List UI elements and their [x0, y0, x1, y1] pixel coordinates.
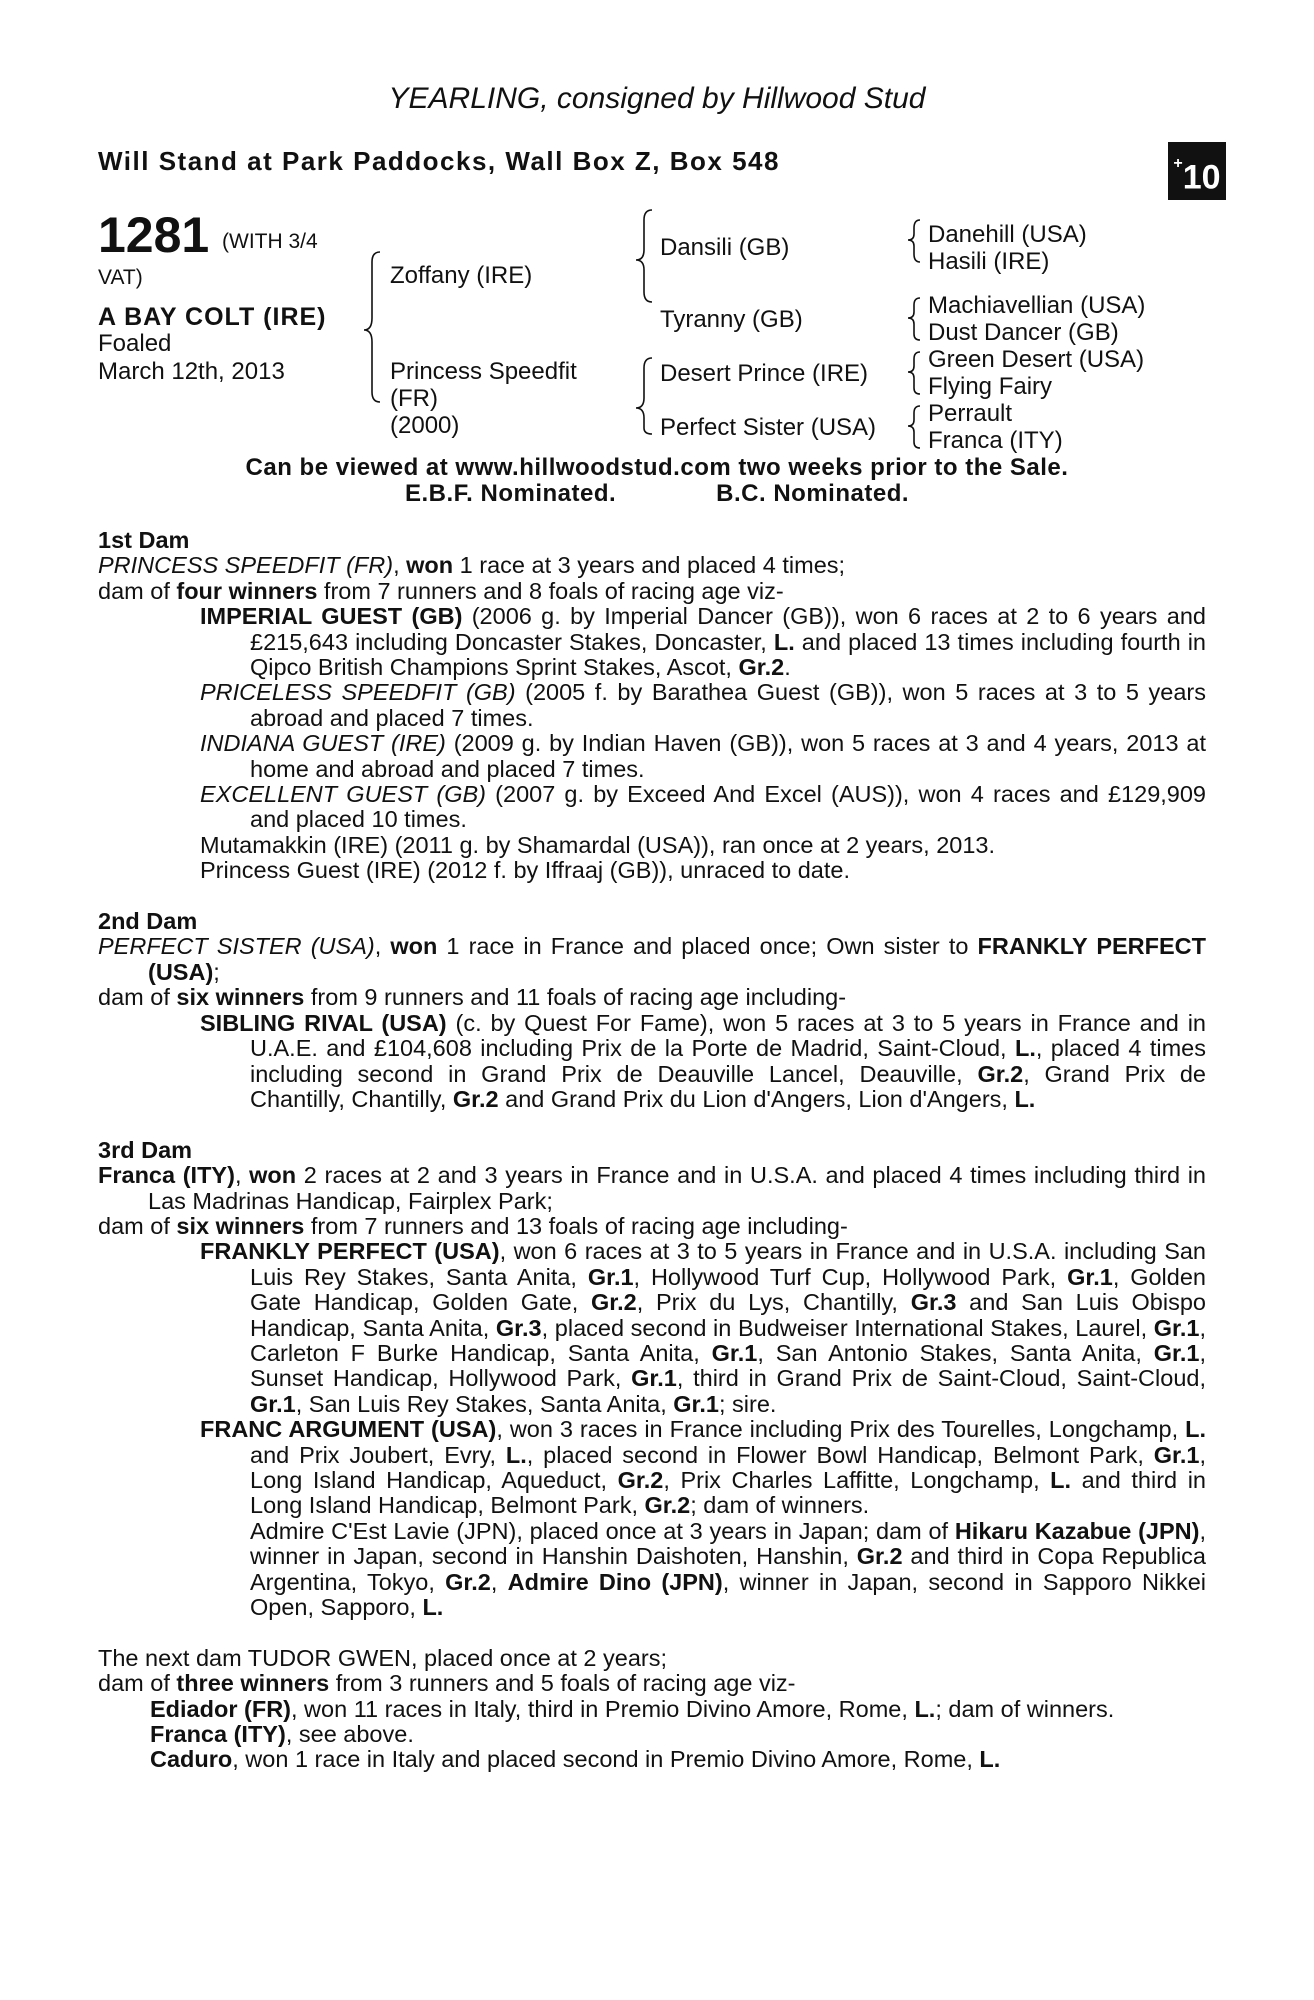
ped-dam [390, 358, 577, 439]
badge-number: 10 [1182, 158, 1221, 197]
bc-nominated: B.C. Nominated. [716, 480, 910, 507]
dam1-line1: PRINCESS SPEEDFIT (FR), won 1 race at 3 years and placed 4 times; [98, 552, 846, 579]
ped-sss: Danehill (USA) [928, 221, 1087, 248]
brace-dd [908, 406, 920, 448]
dam2-line2: dam of six winners from 9 runners and 11 foals of racing age including- [98, 984, 847, 1011]
dam2-heading: 2nd Dam [98, 908, 198, 935]
ped-dds: Perrault [928, 400, 1013, 427]
nominations [0, 480, 1314, 508]
ped-sire-sire: Dansili (GB) [660, 234, 790, 261]
brace-ds [908, 352, 920, 394]
ped-dam-sire: Desert Prince (IRE) [660, 360, 869, 387]
ped-sdd: Dust Dancer (GB) [928, 319, 1119, 346]
ped-ddd: Franca (ITY) [928, 427, 1063, 454]
brace-sire [636, 210, 652, 302]
ped-dss: Green Desert (USA) [928, 346, 1145, 373]
dam1-heading: 1st Dam [98, 527, 190, 553]
dam3-line2: dam of six winners from 7 runners and 13 foals of racing age including- [98, 1212, 848, 1239]
brace-dam [636, 358, 652, 434]
dam1-offspring-5: Mutamakkin (IRE) (2011 g. by Shamardal (USA)), ran once at 2 years, 2013. [200, 831, 995, 858]
ped-dam-dam: Perfect Sister (USA) [660, 414, 877, 441]
pedigree-braces [0, 0, 1314, 460]
ebf-nominated: E.B.F. Nominated. [404, 480, 617, 507]
lot-number: 1281 [98, 207, 210, 263]
page-header: YEARLING, consigned by Hillwood Stud [388, 82, 926, 115]
dam3-heading: 3rd Dam [98, 1136, 193, 1163]
next-dam-offspring-1: Ediador (FR), won 11 races in Italy, third in Premio Divino Amore, Rome, L.; dam of winners. [150, 1695, 1115, 1722]
dam1-offspring-2: PRICELESS SPEEDFIT (GB) (2005 f. by Barathea Guest (GB)), won 5 races at 3 to 5 years abroad and placed 7 times. [200, 679, 1206, 731]
dam3-offspring-2: FRANC ARGUMENT (USA), won 3 races in France including Prix des Tourelles, Longchamp, L. and Prix Joubert, Evry, L., placed second in Flower Bowl Handicap, Belmont Park, Gr.1, Long Island Handicap, Aqueduct, Gr.2, Prix Charles Laffitte, Longchamp, L. and third in Long Island Handicap, Belmont Park, Gr.2; dam of winners. [200, 1416, 1206, 1519]
next-dam-offspring-2: Franca (ITY), see above. [150, 1721, 414, 1748]
dam1-offspring-6: Princess Guest (IRE) (2012 f. by Iffraaj (GB)), unraced to date. [200, 857, 851, 884]
dam1-line2: dam of four winners from 7 runners and 8 foals of racing age viz- [98, 577, 784, 604]
brace-ss [908, 220, 920, 262]
brace-gen1 [364, 252, 380, 402]
ped-dam-l1: Princess Speedfit [390, 358, 577, 385]
vat-note-a: (WITH 3/4 [222, 230, 318, 253]
ped-sire: Zoffany (IRE) [390, 262, 533, 289]
vat-note-b: VAT) [98, 266, 143, 289]
next-dam-line1: The next dam TUDOR GWEN, placed once at 2 years; [98, 1644, 668, 1671]
brace-sd [908, 298, 920, 340]
ped-sire-dam: Tyranny (GB) [660, 306, 803, 333]
dam2-line1: PERFECT SISTER (USA), won 1 race in France and placed once; Own sister to FRANKLY PERFECT (USA); [98, 933, 1206, 985]
badge-plus: + [1173, 155, 1183, 172]
ped-dsd: Flying Fairy [928, 373, 1053, 400]
foaled-date: March 12th, 2013 [98, 358, 285, 385]
lot-title: A BAY COLT (IRE) [98, 303, 327, 331]
dam1-offspring-4: EXCELLENT GUEST (GB) (2007 g. by Exceed And Excel (AUS)), won 4 races and £129,909 and placed 10 times. [200, 781, 1206, 833]
ped-ssd: Hasili (IRE) [928, 248, 1050, 275]
foaled-label: Foaled [98, 330, 172, 357]
next-dam-line2: dam of three winners from 3 runners and 5 foals of racing age viz- [98, 1670, 796, 1697]
next-dam-offspring-3: Caduro, won 1 race in Italy and placed second in Premio Divino Amore, Rome, L. [150, 1746, 1001, 1773]
dam3-granddaughter: Admire C'Est Lavie (JPN), placed once at 3 years in Japan; dam of Hikaru Kazabue (JPN), winner in Japan, second in Hanshin Daishoten, Hanshin, Gr.2 and third in Copa Republica Argentina, Tokyo, Gr.2, Admire Dino (JPN), winner in Japan, second in Sapporo Nikkei Open, Sapporo, L. [250, 1517, 1206, 1621]
ped-dam-l2: (FR) [390, 385, 438, 412]
dam1-offspring-1: IMPERIAL GUEST (GB) (2006 g. by Imperial Dancer (GB)), won 6 races at 2 to 6 years and £215,643 including Doncaster Stakes, Doncaster, L. and placed 13 times including fourth in Qipco British Champions Sprint Stakes, Ascot, Gr.2. [200, 603, 1207, 681]
viewing-note: Can be viewed at www.hillwoodstud.com two weeks prior to the Sale. [245, 454, 1069, 481]
ped-sds: Machiavellian (USA) [928, 292, 1146, 319]
dam3-line1: Franca (ITY), won 2 races at 2 and 3 years in France and in U.S.A. and placed 4 times including third in Las Madrinas Handicap, Fairplex Park; [98, 1162, 1206, 1214]
dam2-offspring-1: SIBLING RIVAL (USA) (c. by Quest For Fame), won 5 races at 3 to 5 years in France and in U.A.E. and £104,608 including Prix de la Porte de Madrid, Saint-Cloud, L., placed 4 times including second in Grand Prix de Deauville Lancel, Deauville, Gr.2, Grand Prix de Chantilly, Chantilly, Gr.2 and Grand Prix du Lion d'Angers, Lion d'Angers, L. [200, 1009, 1206, 1112]
ped-dam-l3: (2000) [390, 412, 460, 439]
stand-location: Will Stand at Park Paddocks, Wall Box Z, Box 548 [98, 146, 780, 176]
catalogue-body [98, 528, 1206, 1773]
dam3-offspring-1: FRANKLY PERFECT (USA), won 6 races at 3 to 5 years in France and in U.S.A. including San Luis Rey Stakes, Santa Anita, Gr.1, Hollywood Turf Cup, Hollywood Park, Gr.1, Golden Gate Handicap, Golden Gate, Gr.2, Prix du Lys, Chantilly, Gr.3 and San Luis Obispo Handicap, Santa Anita, Gr.3, placed second in Budweiser International Stakes, Laurel, Gr.1, Carleton F Burke Handicap, Santa Anita, Gr.1, San Antonio Stakes, Santa Anita, Gr.1, Sunset Handicap, Hollywood Park, Gr.1, third in Grand Prix de Saint-Cloud, Saint-Cloud, Gr.1, San Luis Rey Stakes, Santa Anita, Gr.1; sire. [200, 1238, 1207, 1417]
dam1-offspring-3: INDIANA GUEST (IRE) (2009 g. by Indian Haven (GB)), won 5 races at 3 and 4 years, 2013 at home and abroad and placed 7 times. [200, 730, 1206, 782]
